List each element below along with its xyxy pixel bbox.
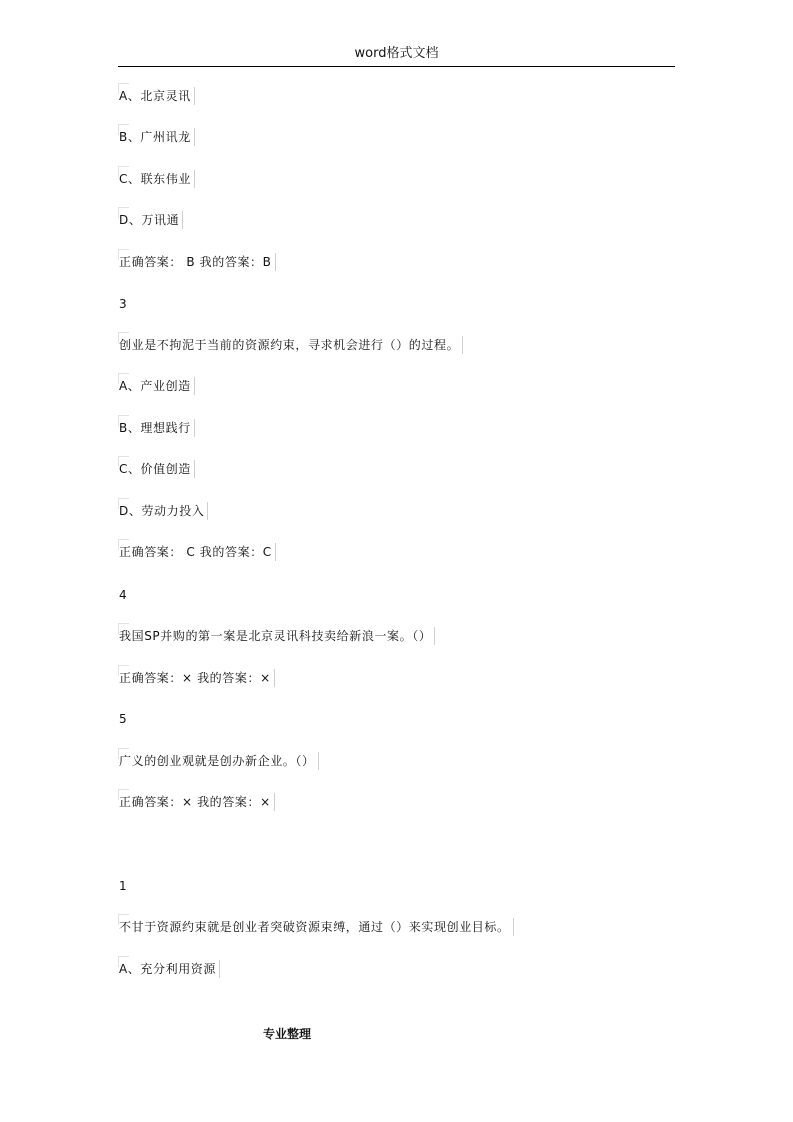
option-d: D、劳动力投入 [119, 502, 208, 520]
option-a: A、产业创造 [119, 377, 195, 395]
answer-line: 正确答案： C 我的答案：C [119, 543, 276, 561]
page-header: word格式文档 [118, 44, 675, 67]
question-number: 3 [119, 297, 127, 311]
option-a: A、北京灵讯 [119, 87, 195, 105]
question-text: 我国SP并购的第一案是北京灵讯科技卖给新浪一案。（） [119, 627, 435, 645]
question-number: 4 [119, 588, 127, 602]
option-d: D、万讯通 [119, 211, 183, 229]
answer-line: 正确答案： B 我的答案：B [119, 253, 276, 271]
question-number: 5 [119, 712, 127, 726]
option-b: B、理想践行 [119, 419, 195, 437]
page-footer: 专业整理 [263, 1027, 312, 1041]
option-c: C、联东伟业 [119, 170, 195, 188]
question-text: 创业是不拘泥于当前的资源约束，寻求机会进行（）的过程。 [119, 336, 463, 354]
option-a: A、充分利用资源 [119, 960, 220, 978]
answer-line: 正确答案：× 我的答案：× [119, 669, 275, 687]
question-number: 1 [119, 879, 127, 893]
option-c: C、价值创造 [119, 460, 195, 478]
answer-line: 正确答案：× 我的答案：× [119, 793, 275, 811]
question-text: 广义的创业观就是创办新企业。（） [119, 752, 319, 770]
option-b: B、广州讯龙 [119, 128, 195, 146]
question-text: 不甘于资源约束就是创业者突破资源束缚，通过（）来实现创业目标。 [119, 918, 514, 936]
